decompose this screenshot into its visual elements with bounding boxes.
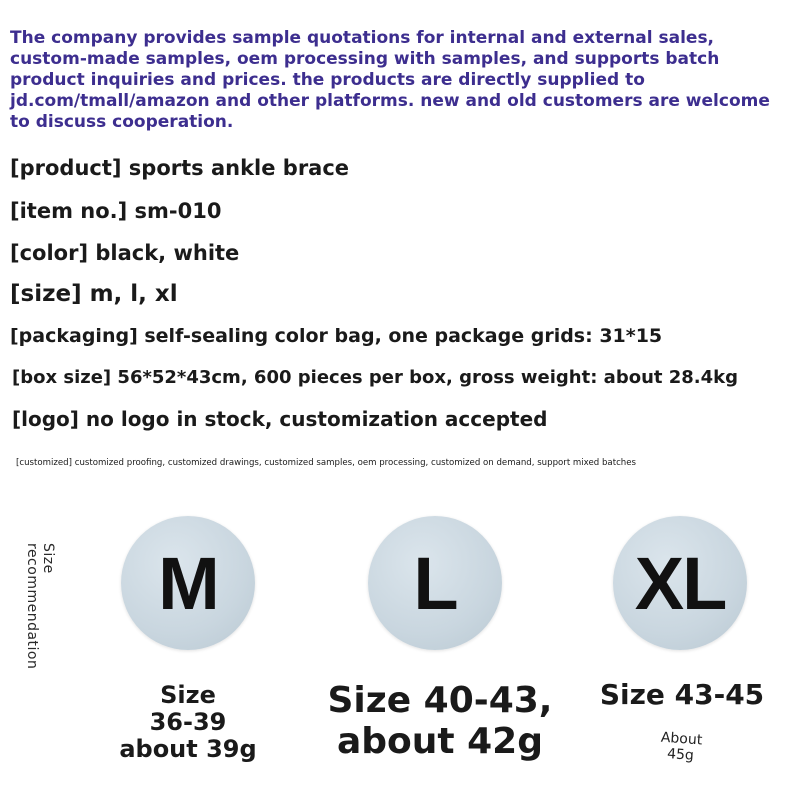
customized-note: [customized] customized proofing, customized drawings, customized samples, oem processing, customized on demand, support mixed batches xyxy=(16,458,637,468)
intro-paragraph: The company provides sample quotations for internal and external sales, custom-made samples, oem processing with samples, and supports batch product inquiries and prices. the products are directly supplied to jd.com/tmall/amazon and other platforms. new and old customers are welcome to discuss cooperation. xyxy=(10,28,770,132)
size-weight-xl: About 45g xyxy=(660,729,703,764)
size-range-l: Size 40-43, xyxy=(327,680,553,721)
size-info-m xyxy=(108,682,268,763)
size-weight-m: about 39g xyxy=(119,735,257,763)
size-circle-l xyxy=(368,516,502,650)
size-circle-m xyxy=(121,516,255,650)
spec-packaging: [packaging] self-sealing color bag, one package grids: 31*15 xyxy=(10,325,663,347)
size-range-m: Size 36-39 xyxy=(149,681,227,736)
spec-size: [size] m, l, xl xyxy=(10,281,178,307)
spec-item-no: [item no.] sm-010 xyxy=(10,199,222,223)
size-info-l xyxy=(318,680,562,762)
size-letter-xl: XL xyxy=(634,541,726,625)
spec-color: [color] black, white xyxy=(10,241,240,265)
spec-logo: [logo] no logo in stock, customization accepted xyxy=(12,407,548,431)
size-weight-l: about 42g xyxy=(336,721,544,762)
size-letter-l: L xyxy=(413,541,457,625)
size-range-xl: Size 43-45 xyxy=(599,678,765,711)
size-circle-xl xyxy=(613,516,747,650)
spec-box-size: [box size] 56*52*43cm, 600 pieces per box, gross weight: about 28.4kg xyxy=(12,367,739,388)
spec-product: [product] sports ankle brace xyxy=(10,156,350,180)
size-recommendation-label: Size recommendation xyxy=(24,543,56,670)
size-letter-m: M xyxy=(158,541,218,625)
